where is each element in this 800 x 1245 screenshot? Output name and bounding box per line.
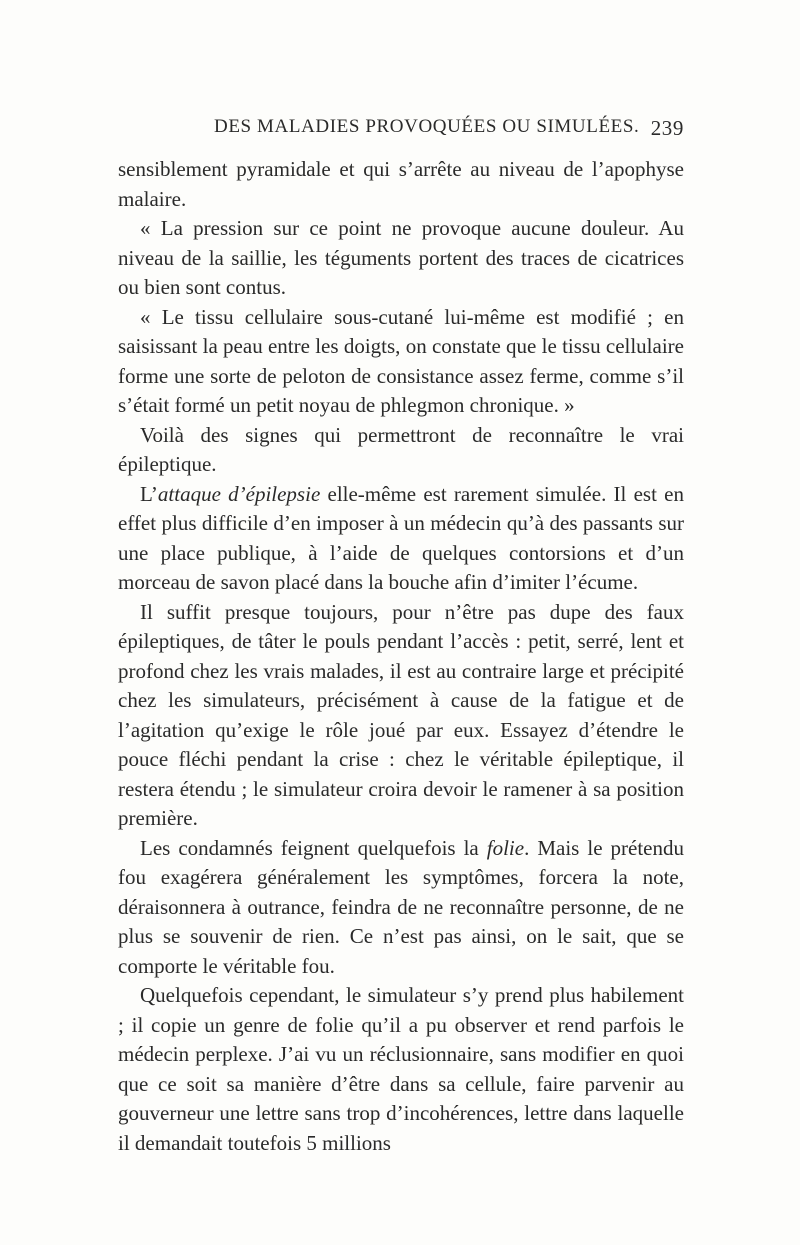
body-text (118, 155, 684, 1158)
italic-term-epilepsy: attaque d’épilepsie (157, 481, 321, 506)
paragraph-simulator: Quelquefois cependant, le simulateur s’y prend plus habilement ; il copie un genre de folie qu’il a pu observer et rend parfois le médecin perplexe. J’ai vu un réclusionnaire, sans modifier en quoi que ce soit sa manière d’être dans sa cellule, faire parvenir au gouverneur une lettre sans trop d’incohérences, lettre dans laquelle il demandait toutefois 5 millions (118, 983, 684, 1155)
running-title: DES MALADIES PROVOQUÉES OU SIMULÉES. (214, 116, 640, 137)
paragraph-folie (118, 834, 684, 982)
paragraph-folie-prefix: Les condamnés feignent quelquefois la (140, 835, 487, 860)
page-number: 239 (650, 116, 684, 140)
paragraph-epilepsy (118, 480, 684, 598)
running-head (118, 116, 684, 142)
paragraph-quote-1: « La pression sur ce point ne provoque aucune douleur. Au niveau de la saillie, les téguments portent des traces de cicatrices ou bien sont contus. (118, 216, 684, 299)
paragraph-continuation: sensiblement pyramidale et qui s’arrête au niveau de l’apophyse malaire. (118, 157, 684, 211)
paragraph-quote-2: « Le tissu cellulaire sous-cutané lui-même est modifié ; en saisissant la peau entre les doigts, on constate que le tissu cellulaire forme une sorte de peloton de consistance assez ferme, comme s’il s’était formé un petit noyau de phlegmon chronique. » (118, 304, 684, 417)
paragraph-epilepsy-prefix: L’ (140, 481, 158, 506)
paragraph-folie-text: . Mais le prétendu fou exagérera généralement les symptômes, forcera la note, déraisonnera à outrance, feindra de ne reconnaître personne, de ne plus se souvenir de rien. Ce n’est pas ainsi, on le sait, que se comporte le véritable fou. (118, 835, 684, 978)
paragraph-signs: Voilà des signes qui permettront de reconnaître le vrai épileptique. (118, 422, 684, 476)
paragraph-pulse: Il suffit presque toujours, pour n’être pas dupe des faux épileptiques, de tâter le pouls pendant l’accès : petit, serré, lent et profond chez les vrais malades, il est au contraire large et précipité chez les simulateurs, précisément à cause de la fatigue et de l’agitation qu’exige le rôle joué par eux. Essayez d’étendre le pouce fléchi pendant la crise : chez le véritable épileptique, il restera étendu ; le simulateur croira devoir le ramener à sa position première. (118, 599, 684, 830)
italic-term-folie: folie (486, 835, 525, 860)
paragraph-epilepsy-text: elle-même est rarement simulée. Il est en effet plus difficile d’en imposer à un médecin qu’à des passants sur une place publique, à l’aide de quelques contorsions et d’un morceau de savon placé dans la bouche afin d’imiter l’écume. (118, 481, 684, 594)
